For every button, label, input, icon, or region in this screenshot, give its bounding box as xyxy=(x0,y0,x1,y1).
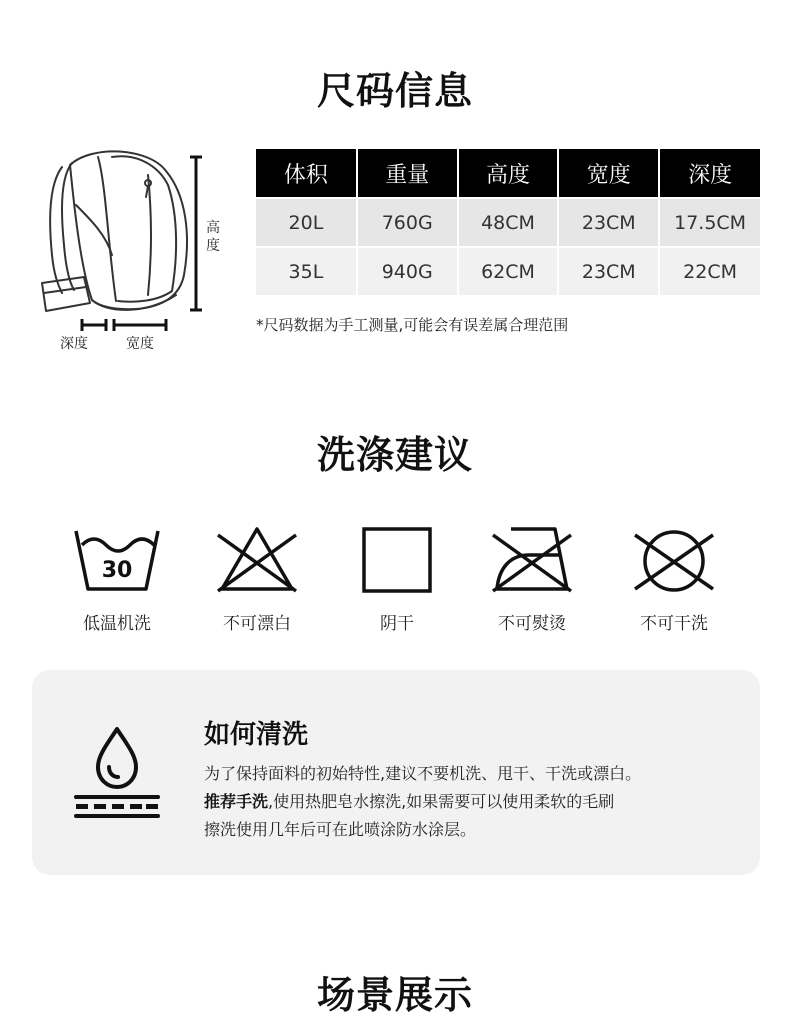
size-table-header-row xyxy=(256,149,760,198)
header-weight: 重量 xyxy=(357,149,458,198)
table-cell: 62CM xyxy=(458,247,559,295)
care-item-dry-shade xyxy=(337,525,457,634)
table-cell: 35L xyxy=(256,247,357,295)
header-width: 宽度 xyxy=(558,149,659,198)
care-item-no-dry-clean xyxy=(614,525,734,634)
scene-display-title: 场景展示 xyxy=(316,973,473,1017)
wash-text-line1: 为了保持面料的初始特性,建议不要机洗、甩干、干洗或漂白。 xyxy=(204,764,642,783)
wash-temperature: 30 xyxy=(101,558,133,583)
table-cell: 20L xyxy=(256,198,357,247)
care-advice-title: 洗涤建议 xyxy=(316,433,473,477)
table-cell: 48CM xyxy=(458,198,559,247)
table-cell: 760G xyxy=(357,198,458,247)
care-label-no-iron: 不可熨烫 xyxy=(498,614,566,634)
care-item-machine-wash xyxy=(57,525,177,634)
width-label: 宽度 xyxy=(126,336,154,352)
how-to-wash-title: 如何清洗 xyxy=(204,720,309,750)
size-note: *尺码数据为手工测量,可能会有误差属合理范围 xyxy=(256,316,569,334)
care-label-machine-wash: 低温机洗 xyxy=(83,614,151,634)
no-iron-icon xyxy=(487,525,577,595)
no-dry-clean-icon xyxy=(629,525,719,595)
water-drop-layer-icon xyxy=(72,725,162,820)
size-info-title: 尺码信息 xyxy=(316,69,473,113)
wash-text-emphasis: 推荐手洗 xyxy=(204,792,269,811)
table-cell: 22CM xyxy=(659,247,760,295)
care-label-no-dry-clean: 不可干洗 xyxy=(640,614,708,634)
wash-text-line2 xyxy=(204,788,744,816)
table-cell: 23CM xyxy=(558,198,659,247)
backpack-dimension-figure xyxy=(36,145,236,360)
header-depth: 深度 xyxy=(659,149,760,198)
wash-text-line3: 擦洗使用几年后可在此喷涂防水涂层。 xyxy=(204,820,477,839)
table-row xyxy=(256,198,760,247)
table-row xyxy=(256,247,760,295)
care-label-dry-shade: 阴干 xyxy=(380,614,414,634)
how-to-wash-text xyxy=(204,760,744,844)
how-to-wash-card xyxy=(32,670,760,875)
depth-label: 深度 xyxy=(60,336,88,352)
size-table xyxy=(256,149,760,295)
care-item-no-bleach xyxy=(197,525,317,634)
care-label-no-bleach: 不可漂白 xyxy=(223,614,291,634)
table-cell: 17.5CM xyxy=(659,198,760,247)
dry-shade-icon xyxy=(352,525,442,595)
no-bleach-icon xyxy=(212,525,302,595)
header-height: 高度 xyxy=(458,149,559,198)
care-item-no-iron xyxy=(472,525,592,634)
height-label: 高度 xyxy=(206,220,220,254)
table-cell: 940G xyxy=(357,247,458,295)
table-cell: 23CM xyxy=(558,247,659,295)
header-volume: 体积 xyxy=(256,149,357,198)
wash-30-icon xyxy=(72,525,162,595)
wash-text-line2-rest: ,使用热肥皂水擦洗,如果需要可以使用柔软的毛刷 xyxy=(268,792,615,811)
